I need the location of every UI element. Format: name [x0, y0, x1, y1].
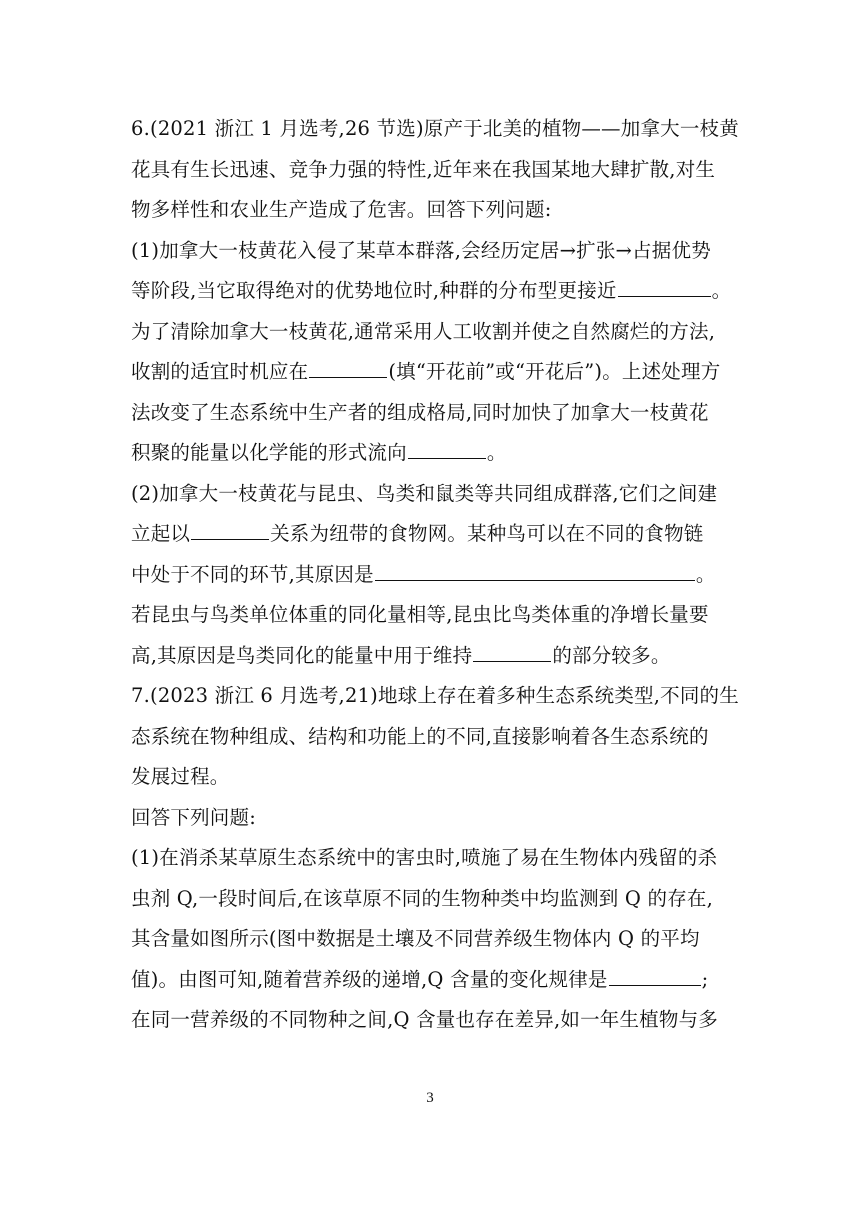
- q6-stem-line: 花具有生长迅速、竞争力强的特性,近年来在我国某地大肆扩散,对生: [131, 157, 716, 181]
- answer-blank: [618, 272, 711, 297]
- text-segment: 中处于不同的环节,其原因是: [131, 562, 374, 586]
- answer-blank: [375, 556, 695, 581]
- q7-part1-line: 其含量如图所示(图中数据是土壤及不同营养级生物体内 Q 的平均: [131, 927, 700, 950]
- q6-part2-line: (2)加拿大一枝黄花与昆虫、鸟类和鼠类等共同组成群落,它们之间建: [131, 481, 718, 505]
- text-segment: 高,其原因是鸟类同化的能量中用于维持: [131, 643, 473, 667]
- q6-stem-line: 6.(2021 浙江 1 月选考,26 节选)原产于北美的植物——加拿大一枝黄: [131, 117, 739, 140]
- answer-blank: [609, 961, 701, 986]
- answer-blank: [191, 515, 269, 540]
- page-number: 3: [426, 1090, 434, 1106]
- q7-stem-line: 7.(2023 浙江 6 月选考,21)地球上存在着多种生态系统类型,不同的生: [131, 684, 739, 707]
- q6-part1-line: 为了清除加拿大一枝黄花,通常采用人工收割并使之自然腐烂的方法,: [131, 319, 716, 343]
- text-segment: 收割的适宜时机应在: [131, 360, 309, 383]
- text-segment: 。: [711, 279, 732, 302]
- q7-part1-line: [131, 960, 751, 1001]
- answer-blank: [408, 434, 486, 459]
- q6-part1-line: 法改变了生态系统中生产者的组成格局,同时加快了加拿大一枝黄花: [131, 400, 709, 424]
- text-segment: 的部分较多。: [552, 643, 671, 667]
- text-segment: 关系为纽带的食物网。某种鸟可以在不同的食物链: [270, 522, 704, 545]
- q6-part2-line: 若昆虫与鸟类单位体重的同化量相等,昆虫比鸟类体重的净增长量要: [131, 603, 709, 626]
- text-segment: 积聚的能量以化学能的形式流向: [131, 441, 407, 464]
- q6-part1-line: [131, 271, 751, 312]
- q7-part1-line: 在同一营养级的不同物种之间,Q 含量也存在差异,如一年生植物与多: [131, 1008, 718, 1031]
- answer-blank: [473, 637, 551, 662]
- q6-part2-line: [131, 555, 751, 596]
- text-segment: 。: [695, 562, 716, 586]
- text-segment: ;: [701, 967, 709, 991]
- q6-stem-line: 物多样性和农业生产造成了危害。回答下列问题:: [131, 198, 552, 221]
- q7-stem-line: 发展过程。: [131, 765, 230, 788]
- text-segment: (填“开花前”或“开花后”)。上述处理方: [388, 360, 721, 383]
- text-segment: 。: [486, 441, 507, 464]
- text-segment: 等阶段,当它取得绝对的优势地位时,种群的分布型更接近: [131, 279, 617, 302]
- text-segment: 值)。由图可知,随着营养级的递增,Q 含量的变化规律是: [131, 967, 608, 991]
- q7-part1-line: 虫剂 Q,一段时间后,在该草原不同的生物种类中均监测到 Q 的存在,: [131, 886, 713, 910]
- answer-blank: [309, 353, 387, 378]
- question-content: [131, 109, 751, 1041]
- q6-part1-line: [131, 352, 751, 393]
- q6-part1-line: [131, 433, 751, 474]
- q7-stem-line: 回答下列问题:: [131, 805, 256, 829]
- q6-part2-line: [131, 636, 751, 677]
- q7-stem-line: 态系统在物种组成、结构和功能上的不同,直接影响着各生态系统的: [131, 724, 709, 748]
- q6-part2-line: [131, 514, 751, 555]
- q7-part1-line: (1)在消杀某草原生态系统中的害虫时,喷施了易在生物体内残留的杀: [131, 846, 718, 869]
- text-segment: 立起以: [131, 522, 191, 545]
- q6-part1-line: (1)加拿大一枝黄花入侵了某草本群落,会经历定居→扩张→占据优势: [131, 238, 711, 262]
